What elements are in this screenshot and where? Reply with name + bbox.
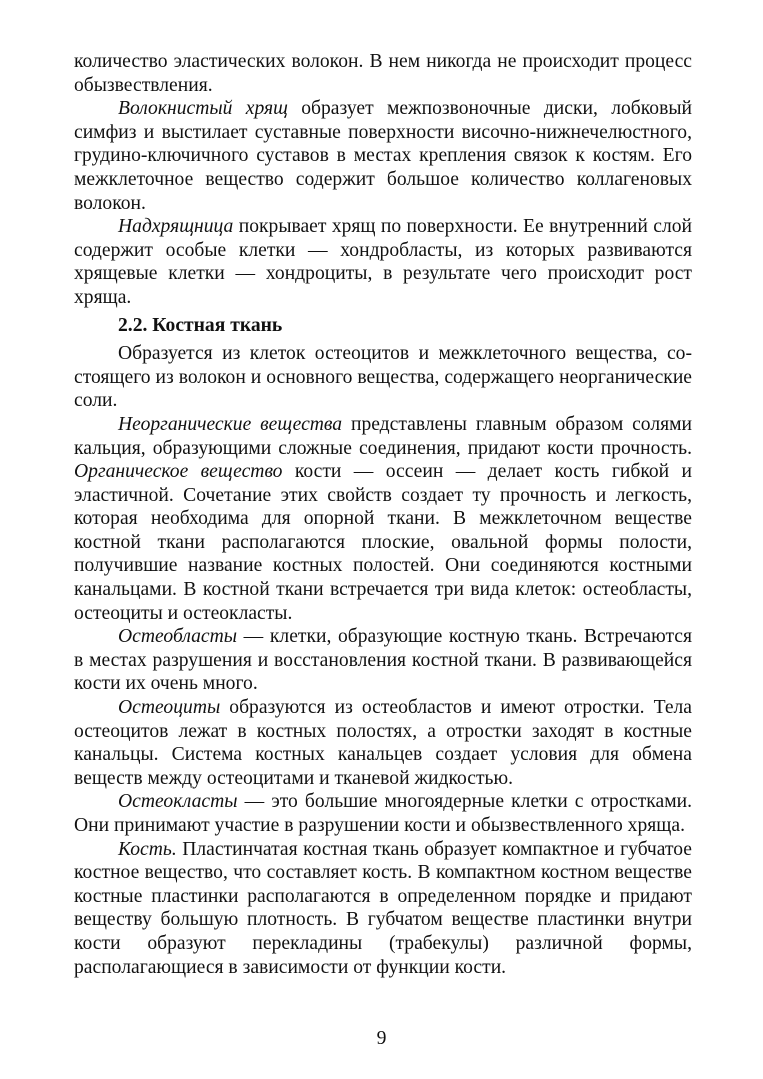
- page-body: [74, 50, 692, 979]
- paragraph: [74, 413, 692, 625]
- text-run: кости — оссеин — делает кость гибкой и эластичной. Сочетание этих свойств создает ту прочность и легкость, которая необходима для опорной ткани. В межклеточном веществе костной ткани располагаются плоские, овальной формы полости, получившие название костных полостей. Они соединяются костными канальцами. В костной ткани встречается три вида клеток: остеобласты, остеоциты и остеокласты.: [74, 461, 692, 624]
- paragraph: [74, 215, 692, 309]
- text-run: 2.2. Костная ткань: [118, 314, 283, 336]
- italic-term: Кость.: [118, 838, 177, 860]
- text-run: покрывает хрящ по поверхности. Ее внутренний слой содержит особые клетки — хондробласты, из которых развиваются хрящевые клетки — хондроциты, в результате чего происходит рост хряща.: [74, 216, 692, 308]
- page-number: 9: [376, 1028, 387, 1049]
- paragraph: [74, 696, 692, 790]
- italic-term: Остеоциты: [118, 697, 221, 719]
- paragraph: [74, 342, 692, 413]
- paragraph: [74, 838, 692, 980]
- text-run: — это большие многоядерные клетки с отростками. Они принимают участие в разрушении кости и обызвествленного хряща.: [74, 791, 692, 836]
- text-run: Образуется из клеток остеоцитов и межклеточного вещества, состоящего из волокон и основного вещества, содержащего неорганические соли.: [74, 343, 692, 412]
- paragraph: [74, 97, 692, 215]
- text-run: представлены главным образом солями кальция, образующими сложные соединения, придают кости прочность.: [74, 413, 692, 459]
- italic-term: Остеобласты: [118, 626, 238, 648]
- text-run: количество эластических волокон. В нем никогда не происходит процесс обызвествления.: [74, 51, 692, 96]
- paragraph: [74, 790, 692, 837]
- text-run: образуются из остеобластов и имеют отростки. Тела остеоцитов лежат в костных полостях, а отростки заходят в костные канальцы. Система костных канальцев создает условия для обмена веществ между остеоцитами и тканевой жидкостью.: [74, 697, 692, 789]
- italic-term: Волокнистый хрящ: [118, 98, 288, 120]
- text-run: образует межпозвоночные диски, лобковый симфиз и выстилает суставные поверхности височно-нижнечелюстного, грудино-ключичного суставов в местах крепления связок к костям. Его межклеточное вещество содержит большое количество коллагеновых волокон.: [74, 98, 692, 214]
- section-heading: [74, 310, 692, 343]
- italic-term: Надхрящница: [118, 216, 234, 238]
- italic-term: Органическое вещество: [74, 461, 283, 483]
- text-run: Пластинчатая костная ткань образует компактное и губчатое костное вещество, что составляет кость. В компактном костном веществе костные пластинки располагаются в определенном порядке и придают веществу большую плотность. В губчатом веществе пластинки внутри кости образуют перекладины (трабекулы) различной формы, располагающиеся в зависимости от функции кости.: [74, 838, 692, 978]
- text-run: — клетки, образующие костную ткань. Встречаются в местах разрушения и восстановления костной ткани. В развивающейся кости их очень много.: [74, 626, 692, 695]
- paragraph: [74, 50, 692, 97]
- paragraph: [74, 625, 692, 696]
- italic-term: Неорганические вещества: [118, 413, 343, 435]
- italic-term: Остеокласты: [118, 791, 238, 813]
